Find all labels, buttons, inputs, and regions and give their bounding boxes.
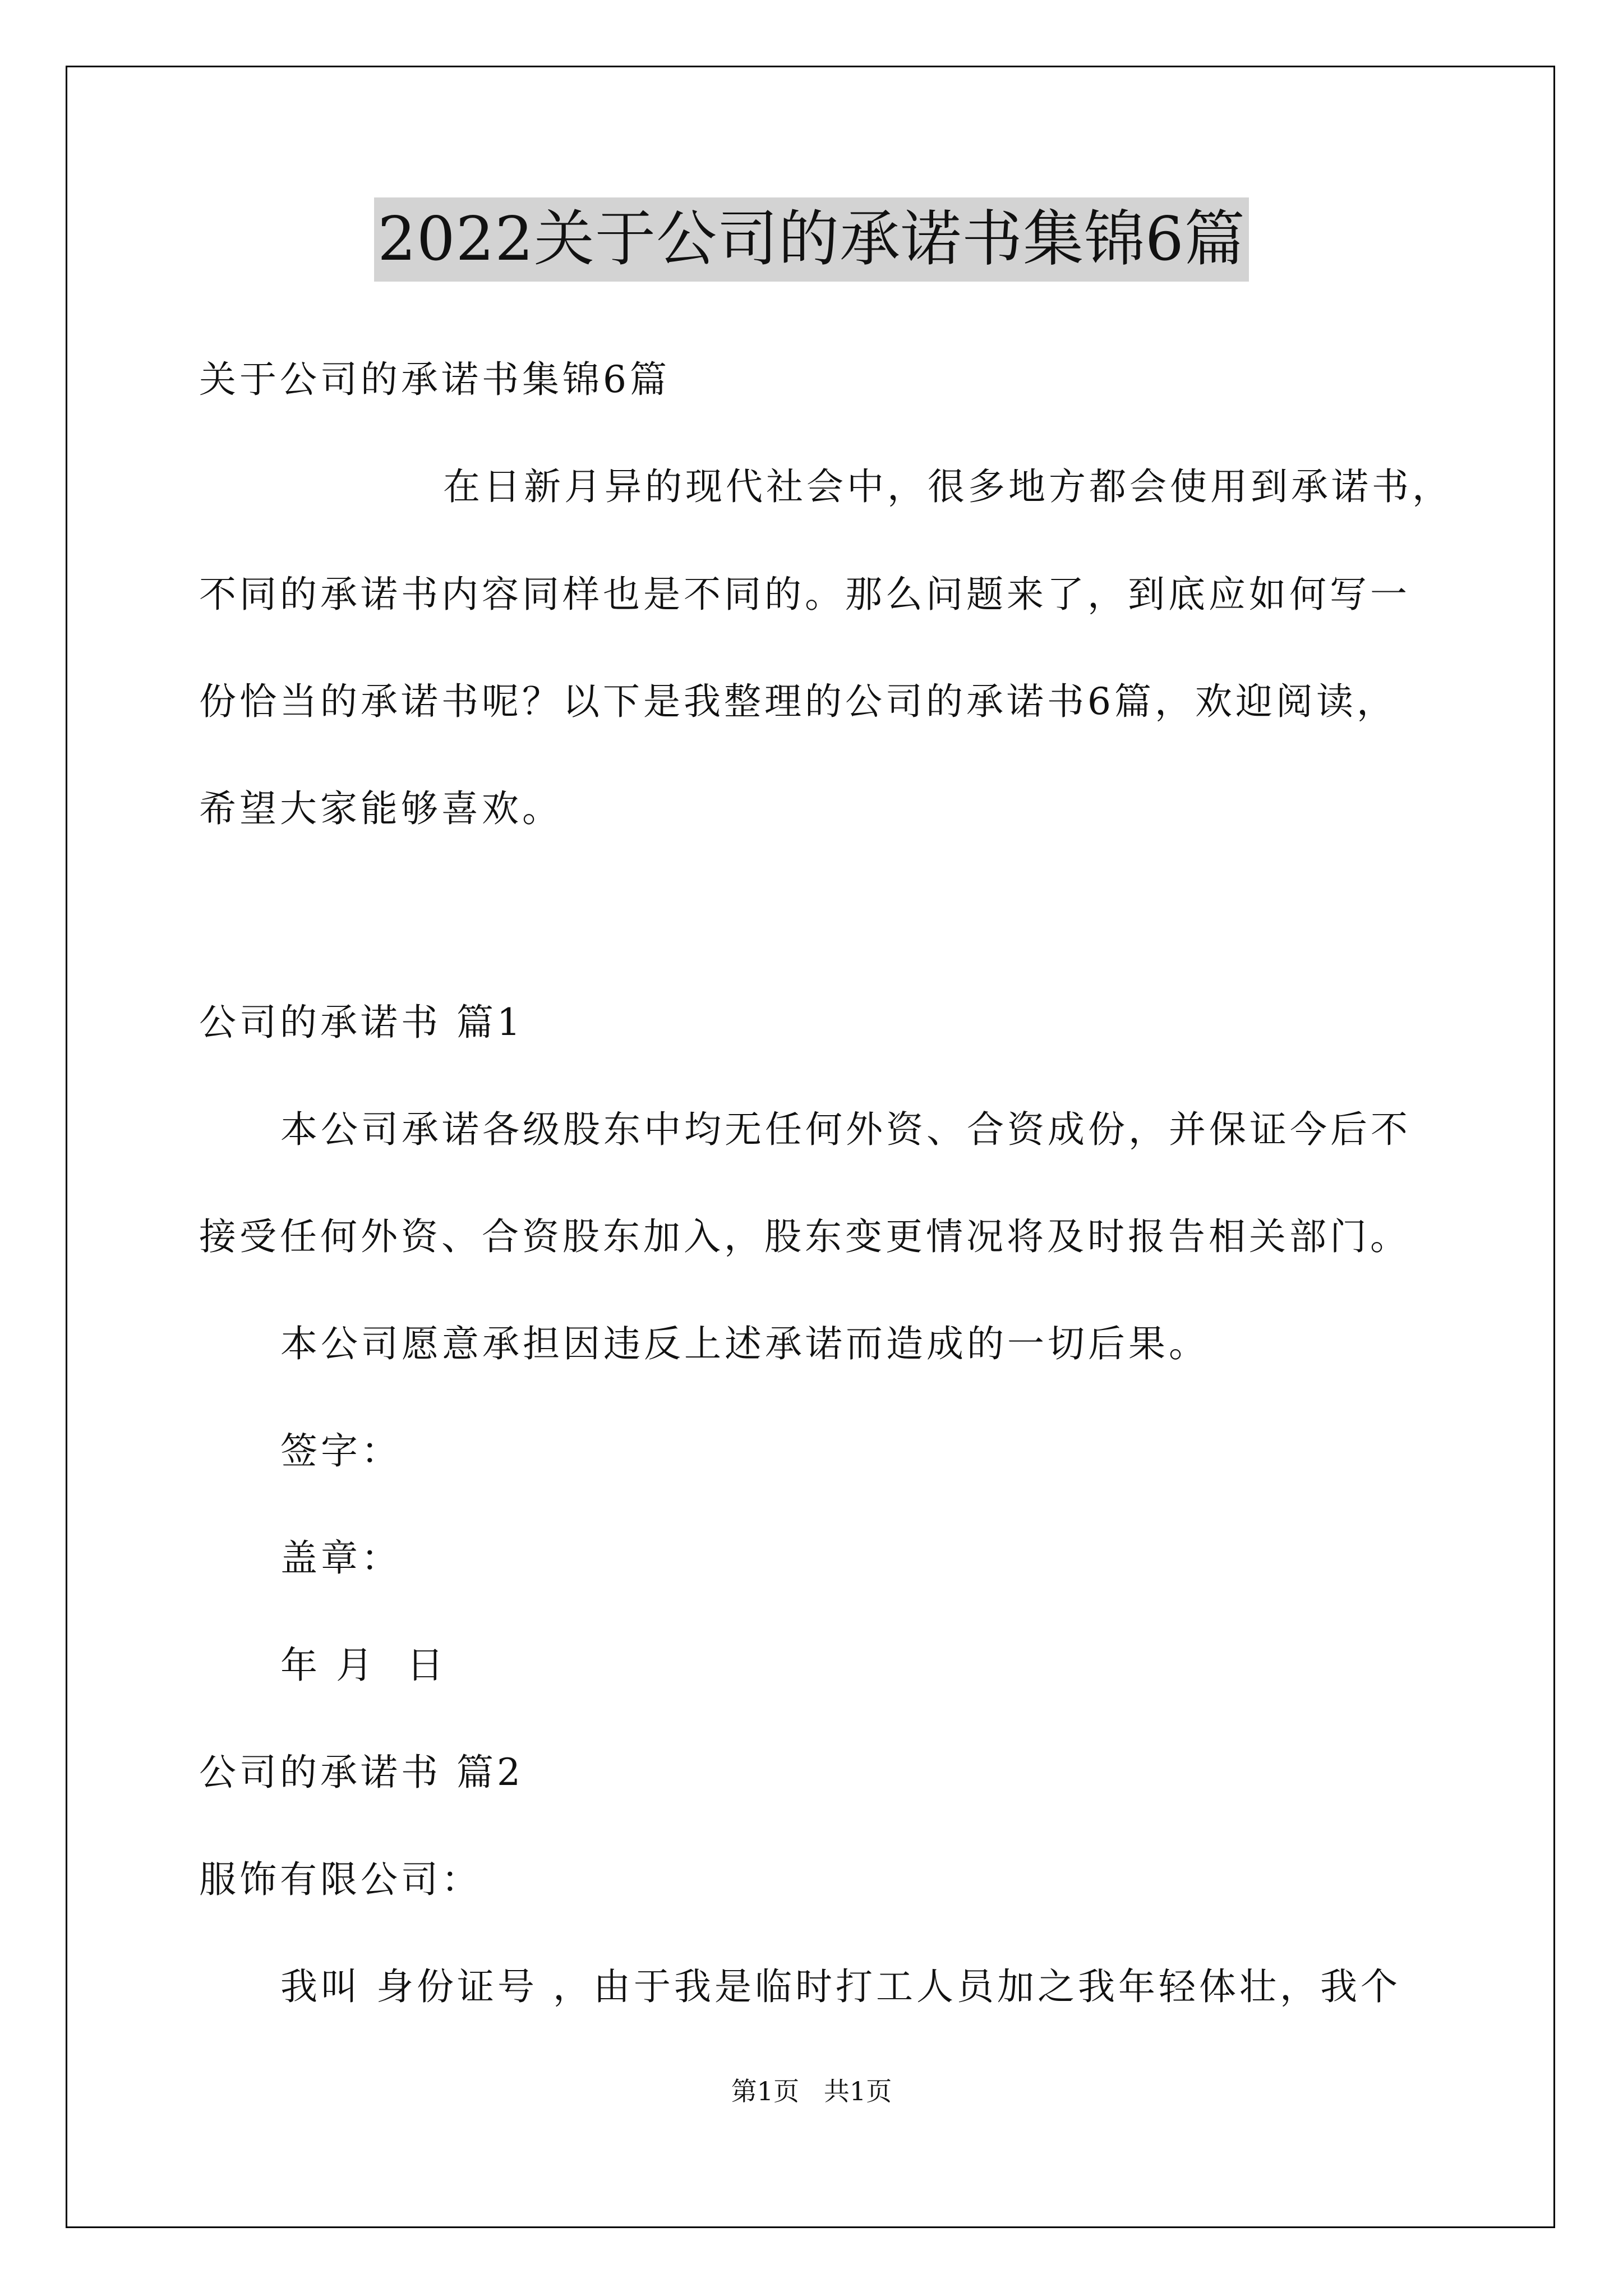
- document-subtitle: 关于公司的承诺书集锦6篇: [199, 358, 670, 401]
- date-label: 年 月 日: [280, 1644, 447, 1687]
- section2-heading: 公司的承诺书 篇2: [199, 1751, 524, 1794]
- signature-label: 签字：: [280, 1429, 402, 1473]
- intro-line-4: 希望大家能够喜欢。: [199, 787, 562, 830]
- title-container: [0, 197, 1623, 282]
- section1-line-2: 接受任何外资、合资股东加入，股东变更情况将及时报告相关部门。: [199, 1215, 1410, 1258]
- document-title: 2022关于公司的承诺书集锦6篇: [374, 197, 1249, 282]
- intro-line-2: 不同的承诺书内容同样也是不同的。那么问题来了，到底应如何写一: [199, 573, 1410, 616]
- section2-addressee: 服饰有限公司：: [199, 1858, 482, 1901]
- intro-line-3: 份恰当的承诺书呢？以下是我整理的公司的承诺书6篇，欢迎阅读，: [199, 680, 1397, 723]
- page-footer: 第1页 共1页: [731, 2076, 892, 2106]
- seal-label: 盖章：: [280, 1536, 402, 1580]
- intro-line-1: 在日新月异的现代社会中，很多地方都会使用到承诺书，: [443, 465, 1453, 508]
- section2-line-1: 我叫 身份证号 ，由于我是临时打工人员加之我年轻体壮，我个: [280, 1965, 1401, 2008]
- section1-heading: 公司的承诺书 篇1: [199, 1001, 524, 1044]
- section1-line-3: 本公司愿意承担因违反上述承诺而造成的一切后果。: [280, 1322, 1209, 1365]
- section1-line-1: 本公司承诺各级股东中均无任何外资、合资成份，并保证今后不: [280, 1108, 1411, 1151]
